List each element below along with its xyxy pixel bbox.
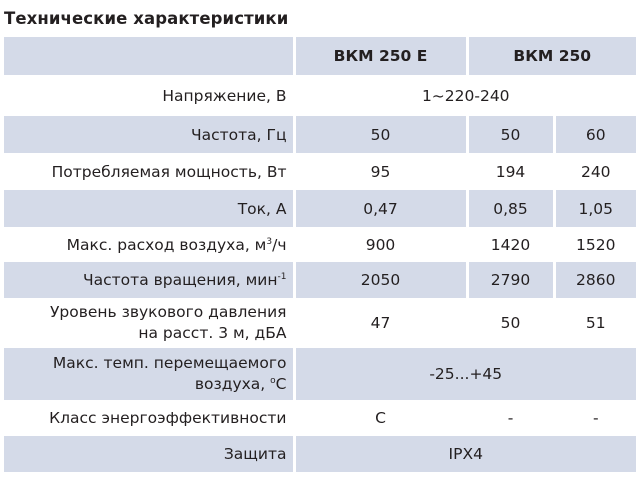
header-model-bkm250: ВКМ 250 bbox=[467, 37, 636, 75]
value-bkm250-a: 1420 bbox=[467, 227, 554, 262]
row-energy-class bbox=[4, 400, 636, 436]
label-tail: /ч bbox=[272, 235, 287, 254]
value-bkm250-a: - bbox=[467, 400, 554, 436]
row-label: Потребляемая мощность, Вт bbox=[4, 153, 294, 190]
section-title: Технические характеристики bbox=[4, 9, 289, 28]
value-bkm250e: 95 bbox=[294, 153, 467, 190]
label-line-2 bbox=[4, 374, 287, 395]
label-superscript: -1 bbox=[277, 272, 287, 282]
value-bkm250-a: 194 bbox=[467, 153, 554, 190]
row-current bbox=[4, 190, 636, 227]
row-value: 1~220-240 bbox=[421, 86, 510, 105]
value-bkm250-a: 50 bbox=[467, 116, 554, 153]
value-bkm250-b: 51 bbox=[585, 314, 606, 332]
value-bkm250e: 0,47 bbox=[294, 190, 467, 227]
value-bkm250e: 2050 bbox=[294, 262, 467, 298]
label-text: Частота вращения, мин bbox=[83, 271, 278, 289]
row-label: Ток, А bbox=[4, 190, 294, 227]
row-label: Напряжение, В bbox=[4, 75, 294, 116]
row-protection bbox=[4, 436, 636, 472]
degree-superscript: о bbox=[270, 376, 276, 386]
row-temperature bbox=[4, 348, 636, 400]
value-bkm250e: 50 bbox=[294, 116, 467, 153]
value-bkm250e: C bbox=[294, 400, 467, 436]
table-header-row bbox=[4, 37, 636, 75]
row-label bbox=[4, 227, 294, 262]
value-bkm250-b: 60 bbox=[554, 116, 636, 153]
label-text: воздуха, bbox=[194, 375, 271, 393]
value-bkm250e: 900 bbox=[294, 227, 467, 262]
label-line-1: Уровень звукового давления bbox=[49, 303, 287, 321]
value-bkm250-a: 50 bbox=[467, 298, 554, 348]
row-label: Частота, Гц bbox=[4, 116, 294, 153]
row-airflow bbox=[4, 227, 636, 262]
row-rpm bbox=[4, 262, 636, 298]
value-bkm250e: 47 bbox=[294, 298, 467, 348]
label-line-2: на расст. 3 м, дБА bbox=[138, 324, 287, 342]
row-voltage bbox=[4, 75, 636, 116]
value-bkm250-a: 0,85 bbox=[467, 190, 554, 227]
row-power bbox=[4, 153, 636, 190]
label-superscript: 3 bbox=[266, 236, 273, 247]
value-bkm250-b: 240 bbox=[580, 162, 611, 181]
row-label: Защита bbox=[4, 436, 294, 472]
header-model-bkm250e: ВКМ 250 Е bbox=[294, 37, 467, 75]
value-bkm250-b: - bbox=[592, 409, 599, 427]
row-noise bbox=[4, 298, 636, 348]
row-value: -25...+45 bbox=[294, 348, 636, 400]
row-label bbox=[4, 298, 294, 348]
label-line-1: Макс. темп. перемещаемого bbox=[52, 354, 287, 372]
label-text: Макс. расход воздуха, м bbox=[66, 235, 267, 254]
specifications-table bbox=[4, 37, 636, 472]
label-tail: С bbox=[275, 375, 287, 393]
value-bkm250-b: 1,05 bbox=[554, 190, 636, 227]
row-label bbox=[4, 348, 294, 400]
row-label bbox=[4, 262, 294, 298]
value-bkm250-b: 1520 bbox=[576, 235, 616, 254]
row-frequency bbox=[4, 116, 636, 153]
value-bkm250-b: 2860 bbox=[554, 262, 636, 298]
value-bkm250-a: 2790 bbox=[467, 262, 554, 298]
row-label: Класс энергоэффективности bbox=[4, 400, 294, 436]
header-empty-cell bbox=[4, 37, 294, 75]
row-value: IPX4 bbox=[294, 436, 636, 472]
